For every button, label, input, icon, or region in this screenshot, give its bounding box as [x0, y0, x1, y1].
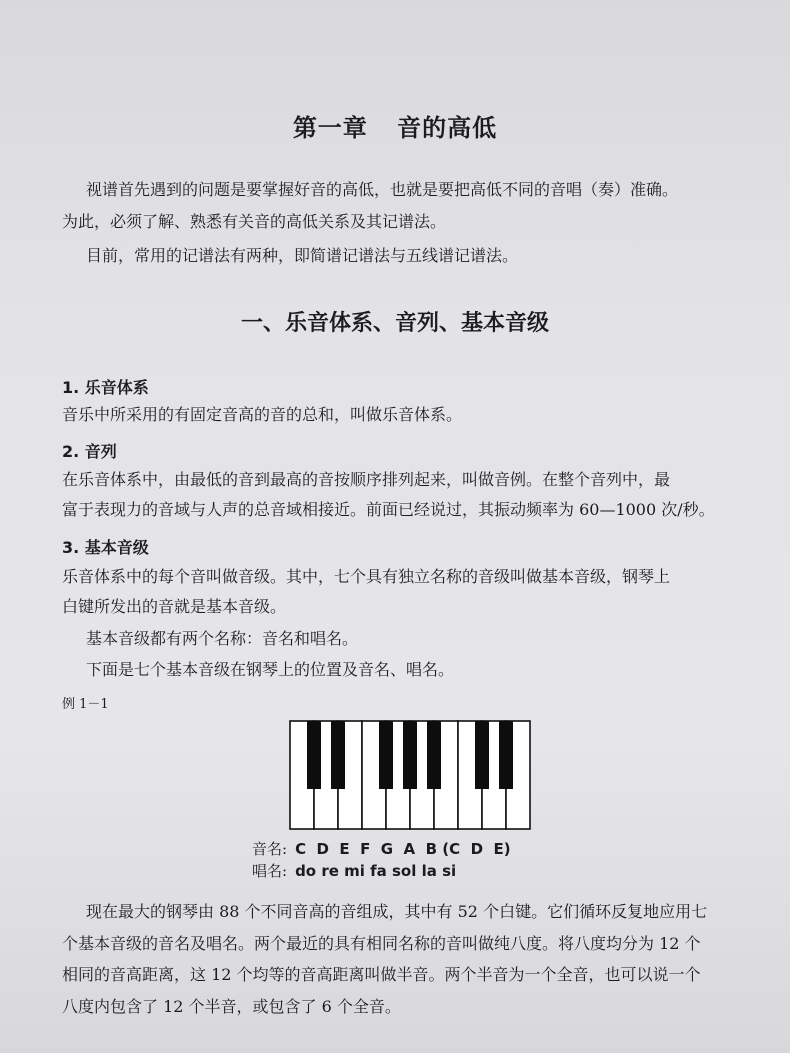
solfege-label: 唱名: — [252, 862, 288, 880]
tone-system-text: 音乐中所采用的有固定音高的音的总和，叫做乐音体系。 — [62, 405, 463, 424]
note-names-label: 音名: — [252, 840, 288, 858]
solfege-names: do re mi fa sol la si — [295, 862, 457, 880]
degrees-text-3: 基本音级都有两个名称：音名和唱名。 — [86, 629, 359, 648]
degrees-text-1: 乐音体系中的每个音叫做音级。其中，七个具有独立名称的音级叫做基本音级，钢琴上 — [62, 567, 671, 586]
black-key — [499, 721, 513, 789]
closing-line-3: 相同的音高距离，这 12 个均等的音高距离叫做半音。两个半音为一个全音，也可以说一个 — [62, 965, 701, 984]
intro-line-2: 为此，必须了解、熟悉有关音的高低关系及其记谱法。 — [62, 212, 447, 231]
subhead-tone-system: 1. 乐音体系 — [62, 378, 149, 397]
black-key — [427, 721, 441, 789]
black-key — [307, 721, 321, 789]
black-key — [475, 721, 489, 789]
closing-line-4: 八度内包含了 12 个半音，或包含了 6 个全音。 — [62, 997, 401, 1016]
subhead-basic-degrees: 3. 基本音级 — [62, 538, 149, 557]
solfege-row — [252, 860, 456, 881]
degrees-text-4: 下面是七个基本音级在钢琴上的位置及音名、唱名。 — [86, 660, 455, 679]
note-names: C D E F G A B (C D E) — [295, 840, 511, 858]
closing-line-2: 个基本音级的音名及唱名。两个最近的具有相同名称的音叫做纯八度。将八度均分为 12 个 — [62, 934, 701, 953]
intro-line-3: 目前，常用的记谱法有两种，即简谱记谱法与五线谱记谱法。 — [86, 246, 519, 265]
black-key — [331, 721, 345, 789]
black-key — [379, 721, 393, 789]
example-label: 例 1－1 — [62, 697, 109, 712]
black-key — [403, 721, 417, 789]
piano-keyboard — [289, 720, 539, 832]
subhead-scale: 2. 音列 — [62, 442, 117, 461]
chapter-title — [0, 108, 790, 143]
note-names-row — [252, 838, 511, 859]
section-title: 一、乐音体系、音列、基本音级 — [240, 311, 549, 336]
chapter-label: 第一章 — [292, 114, 368, 142]
degrees-text-2: 白键所发出的音就是基本音级。 — [62, 597, 287, 616]
chapter-name: 音的高低 — [397, 114, 498, 142]
scale-text-2: 富于表现力的音域与人声的总音域相接近。前面已经说过，其振动频率为 60—1000 次/秒。 — [62, 500, 715, 519]
intro-line-1: 视谱首先遇到的问题是要掌握好音的高低，也就是要把高低不同的音唱（奏）准确。 — [86, 180, 679, 199]
scale-text-1: 在乐音体系中，由最低的音到最高的音按顺序排列起来，叫做音例。在整个音列中，最 — [62, 470, 671, 489]
closing-line-1: 现在最大的钢琴由 88 个不同音高的音组成，其中有 52 个白键。它们循环反复地应用七 — [86, 902, 708, 921]
